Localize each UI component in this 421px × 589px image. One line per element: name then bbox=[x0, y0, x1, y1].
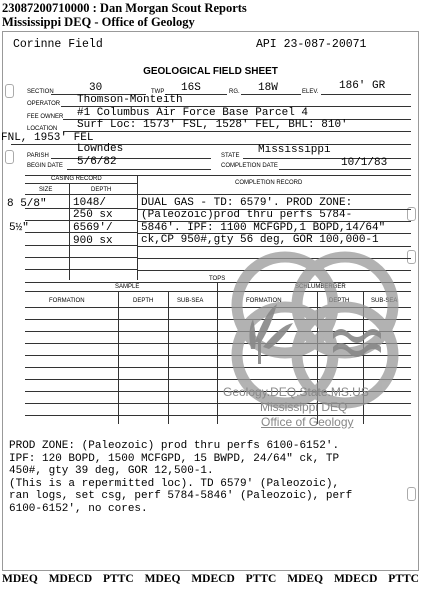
schlum-subsea-header: SUB-SEA bbox=[371, 298, 398, 304]
location-continued: FNL, 1953' FEL bbox=[1, 132, 94, 144]
twp-value: 16S bbox=[181, 82, 201, 94]
remarks-line-4: (This is a repermitted loc). TD 6579' (Paleozoic), bbox=[9, 478, 340, 490]
section-label: SECTION bbox=[27, 89, 54, 95]
sheet-title: GEOLOGICAL FIELD SHEET bbox=[143, 66, 278, 77]
casing-depth-1: 1048/ bbox=[73, 197, 107, 209]
fee-owner-value: #1 Columbus Air Force Base Parcel 4 bbox=[77, 107, 309, 119]
remarks-line-3: 450#, gty 39 deg, GOR 12,500-1. bbox=[9, 465, 214, 477]
agency-header: Mississippi DEQ - Office of Geology bbox=[2, 15, 195, 29]
casing-size-2: 5½" bbox=[9, 222, 29, 234]
footer-item: MDECD bbox=[333, 573, 378, 585]
punch-hole bbox=[5, 84, 14, 98]
casing-depth-label: DEPTH bbox=[91, 187, 112, 193]
elev-label: ELEV. bbox=[302, 89, 319, 95]
punch-hole bbox=[407, 487, 416, 501]
footer-item: MDEQ bbox=[287, 573, 324, 585]
footer-item: MDEQ bbox=[144, 573, 181, 585]
field-name: Corinne Field bbox=[13, 38, 103, 51]
casing-record-label: CASING RECORD bbox=[51, 176, 102, 182]
begin-date-label: BEGIN DATE bbox=[27, 163, 63, 169]
completion-line-1: DUAL GAS - TD: 6579'. PROD ZONE: bbox=[141, 197, 353, 209]
footer-item: MDECD bbox=[191, 573, 235, 585]
completion-line-2: (Paleozoic)prod thru perfs 5784- bbox=[141, 209, 353, 221]
sample-depth-header: DEPTH bbox=[133, 298, 154, 304]
completion-record-label: COMPLETION RECORD bbox=[235, 180, 303, 186]
watermark-url: Geology.DEQ.State.MS.US bbox=[223, 385, 369, 399]
field-sheet-card bbox=[2, 31, 419, 571]
casing-depth-2: 6569'/ bbox=[73, 222, 113, 234]
remarks-line-2: IPF: 120 BOPD, 1500 MCFGPD, 15 BWPD, 24/64" ck, TP bbox=[9, 453, 340, 465]
location-value: Surf Loc: 1573' FSL, 1528' FEL, BHL: 810' bbox=[77, 119, 348, 131]
twp-label: TWP bbox=[151, 89, 165, 95]
footer-item: PTTC bbox=[245, 573, 277, 585]
schlumberger-label: SCHLUMBERGER bbox=[295, 284, 346, 290]
state-value: Mississippi bbox=[258, 144, 331, 156]
operator-value: Thomson-Monteith bbox=[77, 94, 183, 106]
completion-line-3: 5846'. IPF: 1100 MCFGPD,1 BOPD,14/64" bbox=[141, 222, 386, 234]
footer-item: PTTC bbox=[388, 573, 419, 585]
watermark-office: Office of Geology bbox=[261, 415, 354, 429]
watermark-agency: Mississippi DEQ bbox=[260, 400, 348, 414]
section-value: 30 bbox=[89, 82, 103, 94]
fee-owner-label: FEE OWNER bbox=[27, 114, 64, 120]
document-id-header: 23087200710000 : Dan Morgan Scout Reports bbox=[2, 1, 247, 15]
footer-bar bbox=[2, 573, 419, 585]
footer-item: MDEQ bbox=[2, 573, 38, 585]
api-number: API 23-087-20071 bbox=[256, 38, 367, 51]
operator-label: OPERATOR bbox=[27, 101, 61, 107]
rg-label: RG. bbox=[229, 89, 240, 95]
elev-value: 186' GR bbox=[339, 80, 386, 92]
parish-value: Lowndes bbox=[77, 143, 124, 155]
tops-label: TOPS bbox=[209, 276, 226, 282]
punch-hole bbox=[5, 150, 14, 164]
casing-cement-1: 250 sx bbox=[73, 209, 113, 221]
sample-subsea-header: SUB-SEA bbox=[177, 298, 204, 304]
location-label: LOCATION bbox=[27, 126, 58, 132]
begin-date-value: 5/6/82 bbox=[77, 156, 117, 168]
casing-cement-2: 900 sx bbox=[73, 235, 113, 247]
rg-value: 18W bbox=[258, 82, 278, 94]
sample-label: SAMPLE bbox=[115, 284, 140, 290]
completion-date-value: 10/1/83 bbox=[341, 157, 388, 169]
footer-item: MDECD bbox=[48, 573, 93, 585]
state-label: STATE bbox=[221, 153, 240, 159]
schlum-formation-header: FORMATION bbox=[246, 298, 282, 304]
remarks-line-1: PROD ZONE: (Paleozoic) prod thru perfs 6100-6152'. bbox=[9, 440, 340, 452]
parish-label: PARISH bbox=[27, 153, 49, 159]
footer-item: PTTC bbox=[103, 573, 134, 585]
schlum-depth-header: DEPTH bbox=[329, 298, 350, 304]
remarks-line-6: 6100-6152', no cores. bbox=[9, 503, 148, 515]
remarks-line-5: ran logs, set csg, perf 5784-5846' (Paleozoic), perf bbox=[9, 490, 353, 502]
casing-size-1: 8 5/8" bbox=[7, 198, 47, 210]
completion-line-4: ck,CP 950#,gty 56 deg, GOR 100,000-1 bbox=[141, 234, 379, 246]
casing-size-label: SIZE bbox=[39, 187, 53, 193]
completion-date-label: COMPLETION DATE bbox=[221, 163, 278, 169]
sample-formation-header: FORMATION bbox=[49, 298, 85, 304]
